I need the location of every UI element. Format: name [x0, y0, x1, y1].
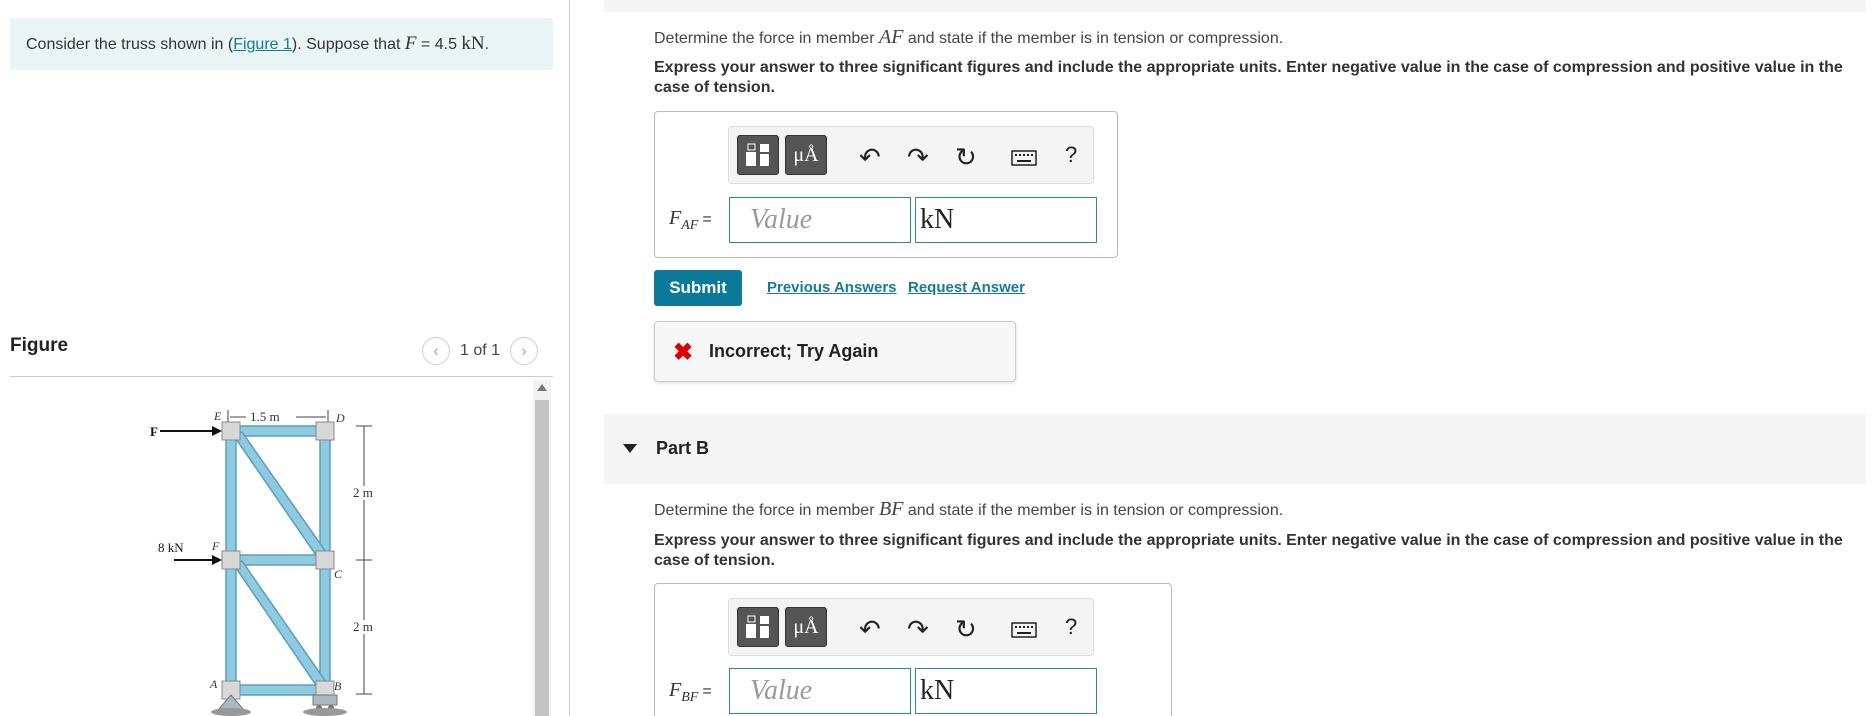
force-unit: kN: [461, 33, 485, 54]
template-icon: [745, 615, 771, 639]
part-a-question-suffix: and state if the member is in tension or compression.: [903, 30, 1284, 47]
dim-h1-label: 2 m: [353, 485, 373, 500]
joint-D-label: D: [336, 411, 345, 425]
gusset-F: [222, 551, 240, 569]
figure-divider: [10, 376, 553, 377]
error-x-icon: ✖: [673, 339, 694, 366]
reset-icon[interactable]: ↻: [955, 142, 977, 172]
support-A: [211, 695, 251, 716]
part-b-toolbar: [728, 598, 1094, 656]
collapse-triangle-icon[interactable]: [623, 444, 637, 453]
intro-suffix: .: [484, 36, 490, 53]
joint-C-label: C: [334, 567, 343, 581]
dim-h2-label: 2 m: [353, 619, 373, 634]
undo-icon[interactable]: ↶: [859, 614, 881, 644]
joint-A-label: A: [210, 677, 218, 691]
label-var: F: [669, 679, 682, 701]
template-icon: [745, 143, 771, 167]
next-figure-button[interactable]: [510, 337, 538, 365]
part-b-header[interactable]: [604, 414, 1866, 484]
gusset-C: [316, 551, 334, 569]
dim-span-label: 1.5 m: [250, 409, 280, 424]
left-pane: [0, 0, 570, 716]
label-sub: BF: [681, 690, 699, 705]
part-a-instructions: Express your answer to three significant figures and include the appropriate units. Enter negative value in the case of compression and positive value in the case of tension.: [654, 59, 1843, 96]
part-a-field-label: [669, 207, 712, 234]
intro-middle: ). Suppose that: [291, 36, 405, 53]
feedback-message: Incorrect; Try Again: [709, 341, 879, 361]
pane-divider[interactable]: [569, 0, 570, 716]
right-pane: [604, 0, 1876, 716]
keyboard-icon[interactable]: [1011, 622, 1037, 638]
template-button[interactable]: [737, 607, 779, 647]
part-a-toolbar: [728, 126, 1094, 184]
figure-link[interactable]: Figure 1: [233, 36, 292, 53]
help-button[interactable]: ?: [1065, 614, 1078, 639]
gusset-D: [316, 422, 334, 440]
part-b-question: [654, 498, 1283, 521]
part-b-field-label: [669, 679, 712, 706]
load-F-arrowhead: [212, 426, 222, 436]
template-button[interactable]: [737, 135, 779, 175]
joint-E-label: E: [214, 409, 222, 423]
load-8kN-arrowhead: [212, 555, 222, 565]
units-button[interactable]: μÅ: [785, 135, 827, 175]
support-B: [303, 695, 347, 716]
chevron-right-icon: ›: [521, 341, 527, 360]
keyboard-icon[interactable]: [1011, 150, 1037, 166]
part-a-member: AF: [878, 26, 904, 48]
scroll-up-icon[interactable]: [537, 384, 547, 391]
part-a-answer-box: [654, 111, 1118, 258]
part-b-question-suffix: and state if the member is in tension or compression.: [903, 502, 1284, 519]
part-a-header-strip: [604, 0, 1866, 12]
problem-intro: [10, 18, 553, 70]
chevron-left-icon: ‹: [433, 341, 439, 360]
request-answer-link[interactable]: Request Answer: [908, 279, 1025, 296]
part-b-question-prefix: Determine the force in member: [654, 502, 879, 519]
part-b-value-input[interactable]: [729, 668, 911, 714]
units-button[interactable]: μÅ: [785, 607, 827, 647]
joint-B-label: B: [334, 679, 342, 693]
undo-icon[interactable]: ↶: [859, 142, 881, 172]
label-equals: =: [702, 211, 712, 228]
help-button[interactable]: ?: [1065, 142, 1078, 167]
member-ED-diag: [234, 432, 326, 558]
figure-count: 1 of 1: [460, 342, 501, 359]
intro-prefix: Consider the truss shown in (: [26, 36, 234, 53]
part-b-instructions: Express your answer to three significant figures and include the appropriate units. Enter negative value in the case of compression and positive value in the case of tension.: [654, 532, 1843, 569]
force-variable: F: [404, 33, 417, 54]
truss-figure: [150, 392, 390, 716]
load-F-label: F: [150, 424, 158, 439]
part-b-title: Part B: [656, 438, 710, 458]
scrollbar-thumb[interactable]: [535, 400, 549, 716]
joint-F-label: F: [212, 539, 220, 553]
part-a-unit-input[interactable]: [915, 197, 1097, 243]
label-equals: =: [702, 683, 712, 700]
gusset-E: [222, 422, 240, 440]
load-8kN-label: 8 kN: [158, 540, 184, 555]
figure-pager: [422, 337, 538, 365]
feedback-box: [654, 321, 1016, 382]
prev-figure-button[interactable]: [422, 337, 450, 365]
intro-equals: = 4.5: [416, 36, 462, 53]
label-sub: AF: [681, 218, 699, 233]
part-a-question-prefix: Determine the force in member: [654, 30, 879, 47]
member-AB: [226, 685, 330, 695]
reset-icon[interactable]: ↻: [955, 614, 977, 644]
figure-heading: Figure: [10, 335, 69, 356]
part-a-question: [654, 26, 1283, 49]
redo-icon[interactable]: ↷: [907, 614, 929, 644]
redo-icon[interactable]: ↷: [907, 142, 929, 172]
submit-button[interactable]: Submit: [654, 270, 742, 306]
part-b-answer-box: [654, 583, 1172, 716]
previous-answers-link[interactable]: Previous Answers: [767, 279, 897, 296]
part-b-member: BF: [878, 498, 904, 520]
part-a-value-input[interactable]: [729, 197, 911, 243]
member-FB: [234, 561, 326, 688]
label-var: F: [669, 207, 682, 229]
part-b-unit-input[interactable]: [915, 668, 1097, 714]
figure-scrollbar[interactable]: [533, 380, 551, 716]
